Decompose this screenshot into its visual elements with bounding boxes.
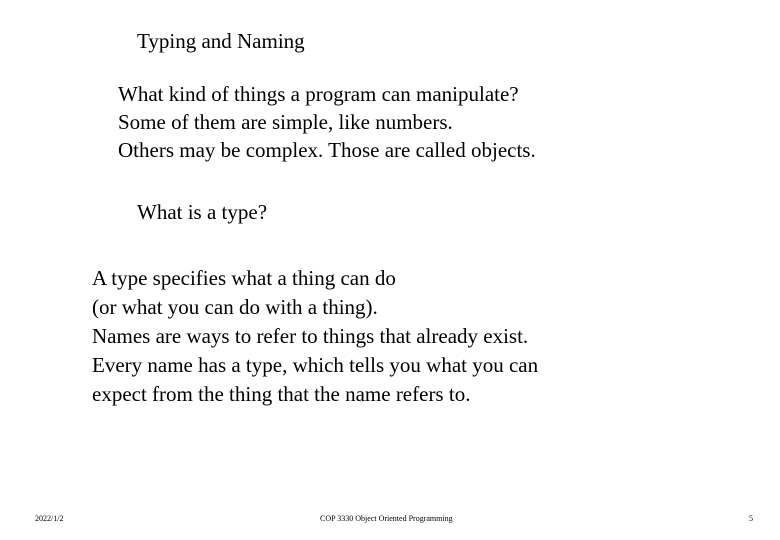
- intro-line: What kind of things a program can manipulate?: [118, 82, 519, 106]
- slide-title: Typing and Naming: [137, 29, 305, 53]
- definition-line: (or what you can do with a thing).: [92, 295, 378, 319]
- definition-line: expect from the thing that the name refers to.: [92, 382, 471, 406]
- type-definition-block: [92, 264, 538, 409]
- intro-line: Some of them are simple, like numbers.: [118, 110, 453, 134]
- footer-course-name: COP 3330 Object Oriented Programming: [320, 514, 453, 523]
- intro-line: Others may be complex. Those are called objects.: [118, 138, 536, 162]
- footer-date: 2022/1/2: [35, 514, 64, 523]
- definition-line: Every name has a type, which tells you what you can: [92, 353, 539, 377]
- definition-line: A type specifies what a thing can do: [92, 266, 396, 290]
- definition-line: Names are ways to refer to things that already exist.: [92, 324, 529, 348]
- footer-page-number: 5: [749, 514, 753, 523]
- slide-subtitle: What is a type?: [137, 200, 268, 224]
- intro-text-block: [118, 80, 536, 164]
